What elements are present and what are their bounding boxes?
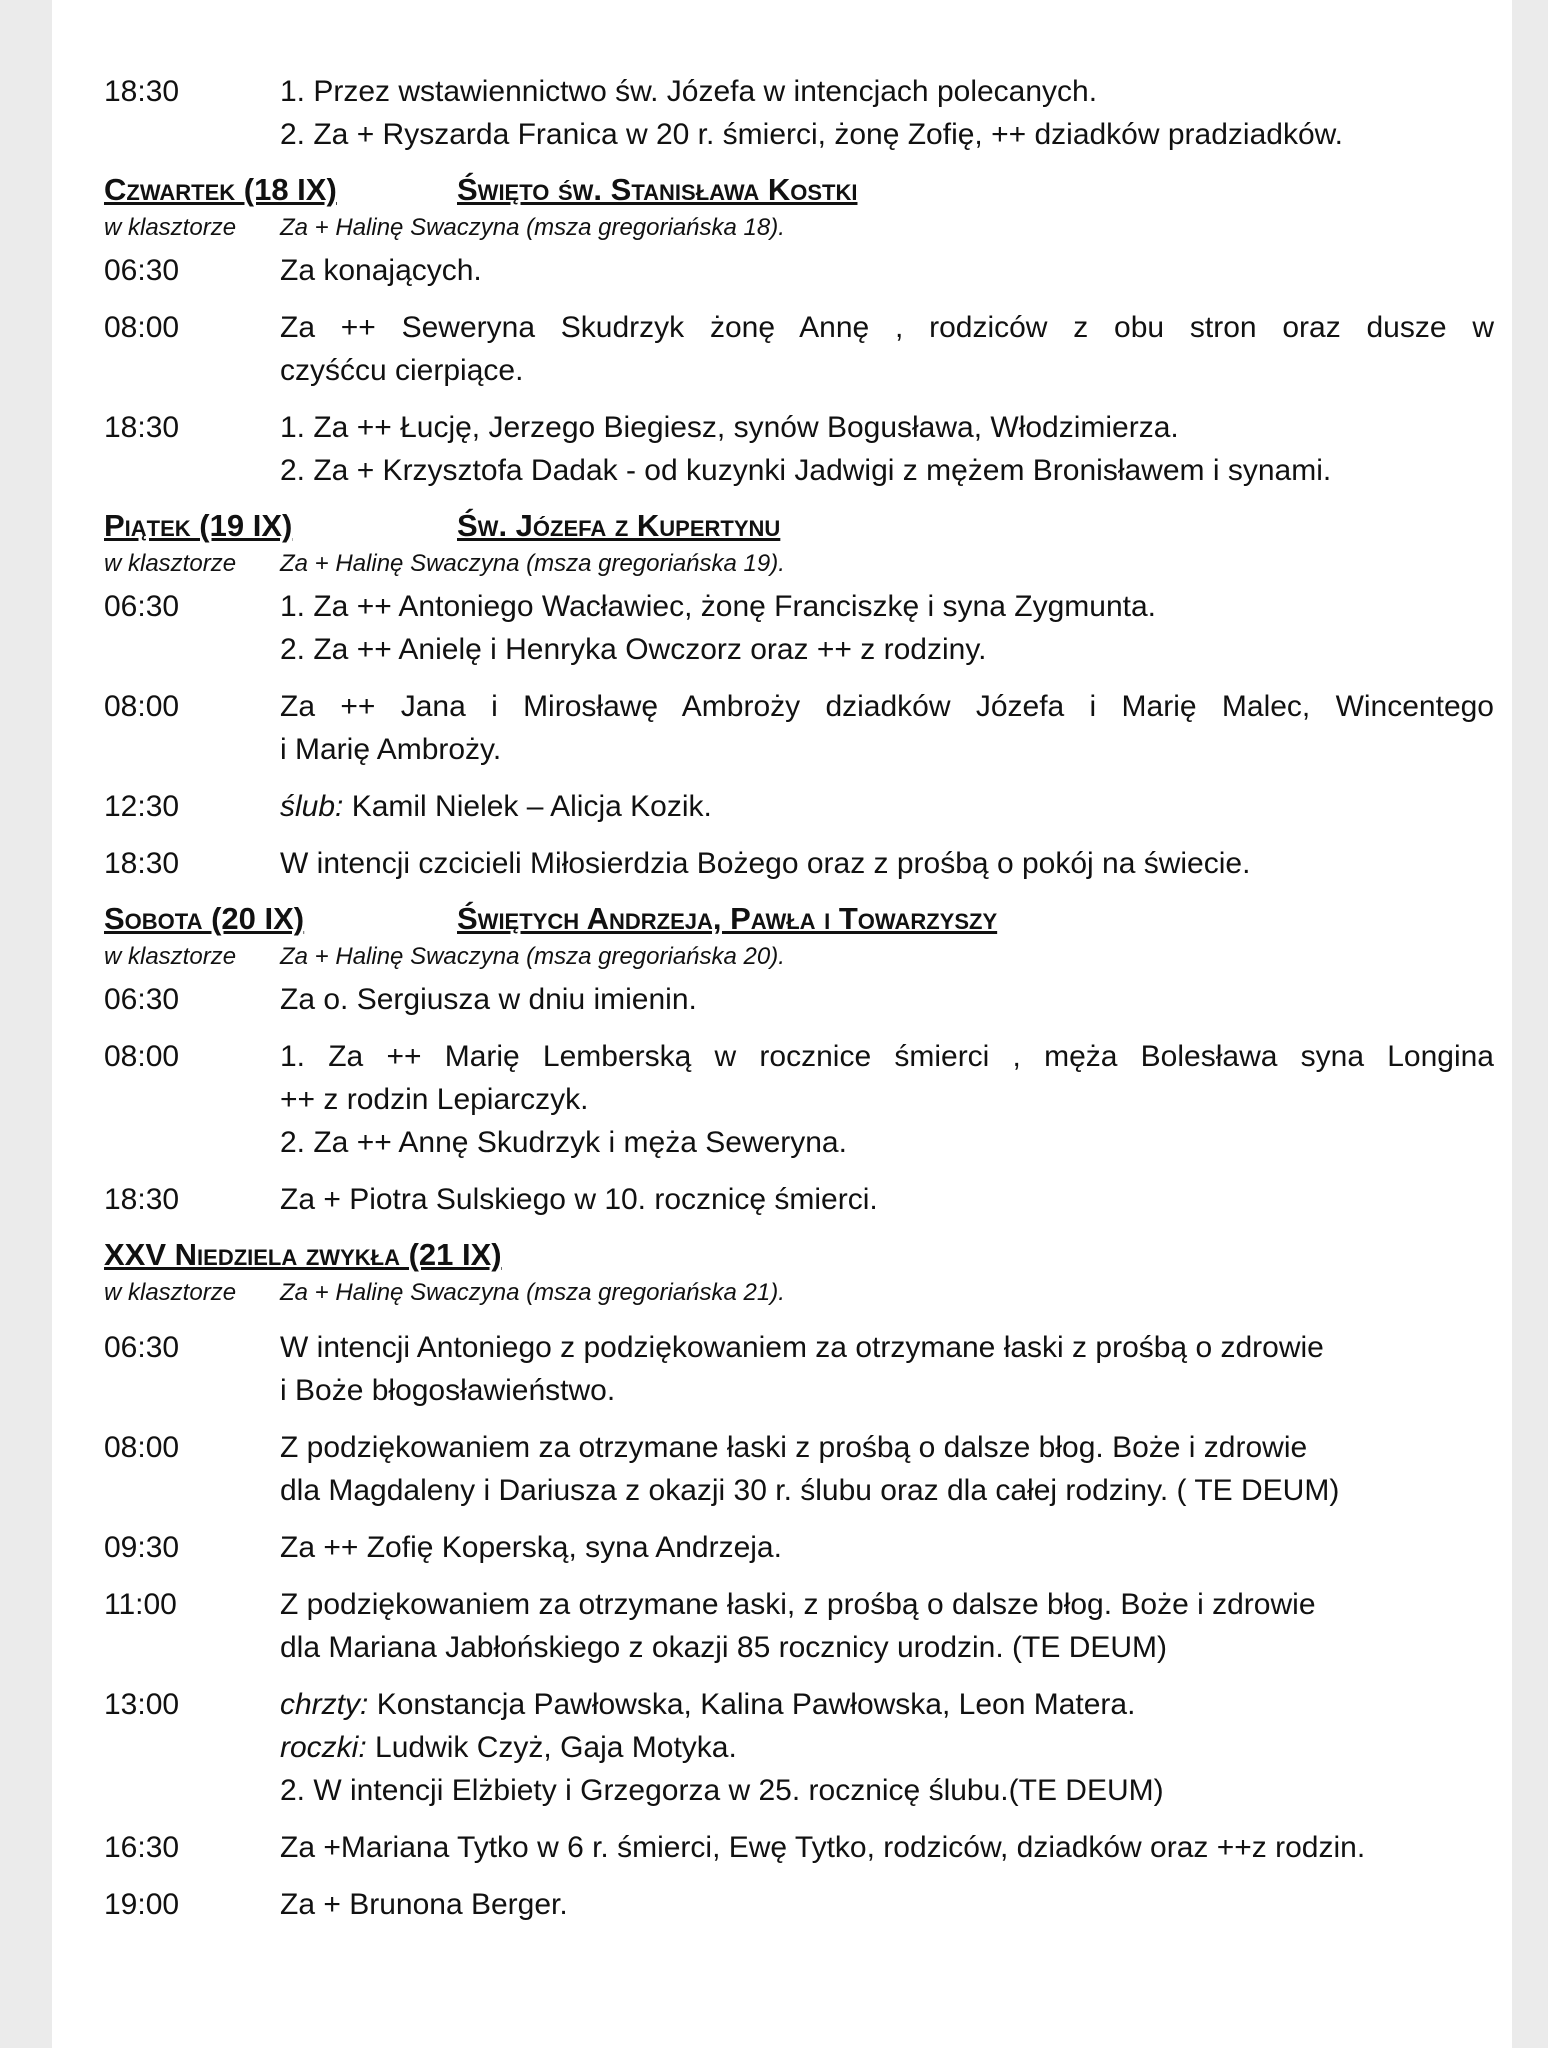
intention-line: 1. Przez wstawiennictwo św. Józefa w intencjach polecanych. [280,75,1098,108]
intention-line: 2. Za + Krzysztofa Dadak - od kuzynki Jadwigi z mężem Bronisławem i synami. [280,454,1332,487]
mass-time: 08:00 [104,1431,180,1464]
monastery-note [104,939,1494,974]
mass-time: 08:00 [104,311,180,344]
intention-line: i Boże błogosławieństwo. [280,1374,616,1407]
day-heading [104,170,1494,210]
category-label: roczki: [280,1731,367,1764]
document-page [52,0,1512,2048]
mass-entry [104,1883,1494,1926]
intention-line: czyśćcu cierpiące. [280,354,524,387]
intention-line: dla Mariana Jabłońskiego z okazji 85 rocznicy urodzin. (TE DEUM) [280,1631,1168,1664]
intention-line: Za ++ Zofię Koperską, syna Andrzeja. [280,1531,782,1564]
intention-line: 1. Za ++ Łucję, Jerzego Biegiesz, synów Bogusława, Włodzimierza. [280,411,1179,444]
monastery-note [104,546,1494,581]
intention-line: chrzty: Konstancja Pawłowska, Kalina Pawłowska, Leon Matera. [280,1688,1136,1721]
wedding-label: ślub: [280,790,344,823]
intention-line: ++ z rodzin Lepiarczyk. [280,1083,589,1116]
mass-entry [104,1526,1494,1569]
mass-time: 18:30 [104,847,180,880]
intention-line: Za o. Sergiusza w dniu imienin. [280,983,697,1016]
intention-line: 2. W intencji Elżbiety i Grzegorza w 25. rocznicę ślubu.(TE DEUM) [280,1774,1164,1807]
feast-name: Święto św. Stanisława Kostki [457,172,858,207]
day-name: Piątek (19 IX) [104,508,293,543]
mass-entry [104,1583,1494,1669]
day-heading [104,899,1494,939]
intention-line: 2. Za ++ Annę Skudrzyk i męża Seweryna. [280,1126,847,1159]
day-heading [104,506,1494,546]
intention-line: roczki: Ludwik Czyż, Gaja Motyka. [280,1731,737,1764]
intention-line: Z podziękowaniem za otrzymane łaski, z prośbą o dalsze błog. Boże i zdrowie [280,1588,1316,1621]
monastery-note [104,210,1494,245]
intention-line: 1. Za ++ Marię Lemberską w rocznice śmierci , męża Bolesława syna Longina [280,1040,1494,1073]
mass-entry [104,1683,1494,1812]
mass-entry [104,1035,1494,1164]
mass-time: 18:30 [104,75,180,108]
intention-line: Za + Piotra Sulskiego w 10. rocznicę śmierci. [280,1183,878,1216]
mass-time: 08:00 [104,690,180,723]
intention-line: 2. Za ++ Anielę i Henryka Owczorz oraz ++ z rodziny. [280,633,987,666]
monastery-label: w klasztorze [104,1279,237,1306]
mass-entry [104,685,1494,771]
intention-line: Kamil Nielek – Alicja Kozik. [343,790,712,823]
monastery-label: w klasztorze [104,214,237,241]
monastery-text: Za + Halinę Swaczyna (msza gregoriańska 20). [280,943,785,970]
intention-line: Z podziękowaniem za otrzymane łaski z prośbą o dalsze błog. Boże i zdrowie [280,1431,1308,1464]
mass-time: 09:30 [104,1531,180,1564]
schedule-content [104,70,1494,1940]
intention-line: Za + Brunona Berger. [280,1888,568,1921]
intention-line: dla Magdaleny i Dariusza z okazji 30 r. ślubu oraz dla całej rodziny. ( TE DEUM) [280,1474,1340,1507]
monastery-text: Za + Halinę Swaczyna (msza gregoriańska 21). [280,1279,785,1306]
mass-time: 06:30 [104,1331,180,1364]
mass-time: 06:30 [104,254,180,287]
intention-line: Za konających. [280,254,482,287]
mass-entry [104,1426,1494,1512]
mass-time: 16:30 [104,1831,180,1864]
mass-time: 18:30 [104,411,180,444]
mass-time: 06:30 [104,590,180,623]
intention-line: Za ++ Jana i Mirosławę Ambroży dziadków Józefa i Marię Malec, Wincentego [280,690,1494,723]
mass-entry [104,70,1494,156]
mass-time: 08:00 [104,1040,180,1073]
monastery-label: w klasztorze [104,943,237,970]
mass-entry [104,1178,1494,1221]
monastery-note [104,1275,1494,1310]
mass-entry [104,585,1494,671]
mass-entry [104,1326,1494,1412]
feast-name: Św. Józefa z Kupertynu [457,508,781,543]
mass-entry [104,406,1494,492]
mass-time: 19:00 [104,1888,180,1921]
mass-entry [104,1826,1494,1869]
mass-time: 12:30 [104,790,180,823]
mass-entry [104,785,1494,828]
monastery-label: w klasztorze [104,550,237,577]
category-label: chrzty: [280,1688,369,1721]
monastery-text: Za + Halinę Swaczyna (msza gregoriańska 18). [280,214,785,241]
intention-line: 1. Za ++ Antoniego Wacławiec, żonę Franciszkę i syna Zygmunta. [280,590,1156,623]
day-heading [104,1235,1494,1275]
intention-line: 2. Za + Ryszarda Franica w 20 r. śmierci, żonę Zofię, ++ dziadków pradziadków. [280,118,1343,151]
intention-line: Za ++ Seweryna Skudrzyk żonę Annę , rodziców z obu stron oraz dusze w [280,311,1494,344]
mass-entry [104,978,1494,1021]
mass-entry [104,249,1494,292]
mass-entry [104,842,1494,885]
intention-line: W intencji Antoniego z podziękowaniem za otrzymane łaski z prośbą o zdrowie [280,1331,1324,1364]
mass-time: 11:00 [104,1588,177,1621]
feast-name: Świętych Andrzeja, Pawła i Towarzyszy [457,901,998,936]
mass-time: 18:30 [104,1183,180,1216]
intention-line: W intencji czcicieli Miłosierdzia Bożego oraz z prośbą o pokój na świecie. [280,847,1251,880]
day-name: Sobota (20 IX) [104,901,305,936]
mass-time: 13:00 [104,1688,180,1721]
intention-line: i Marię Ambroży. [280,733,502,766]
mass-time: 06:30 [104,983,180,1016]
mass-entry [104,306,1494,392]
day-name: Czwartek (18 IX) [104,172,337,207]
intention-line: Za +Mariana Tytko w 6 r. śmierci, Ewę Tytko, rodziców, dziadków oraz ++z rodzin. [280,1831,1366,1864]
day-name: XXV Niedziela zwykła (21 IX) [104,1237,502,1272]
monastery-text: Za + Halinę Swaczyna (msza gregoriańska 19). [280,550,785,577]
